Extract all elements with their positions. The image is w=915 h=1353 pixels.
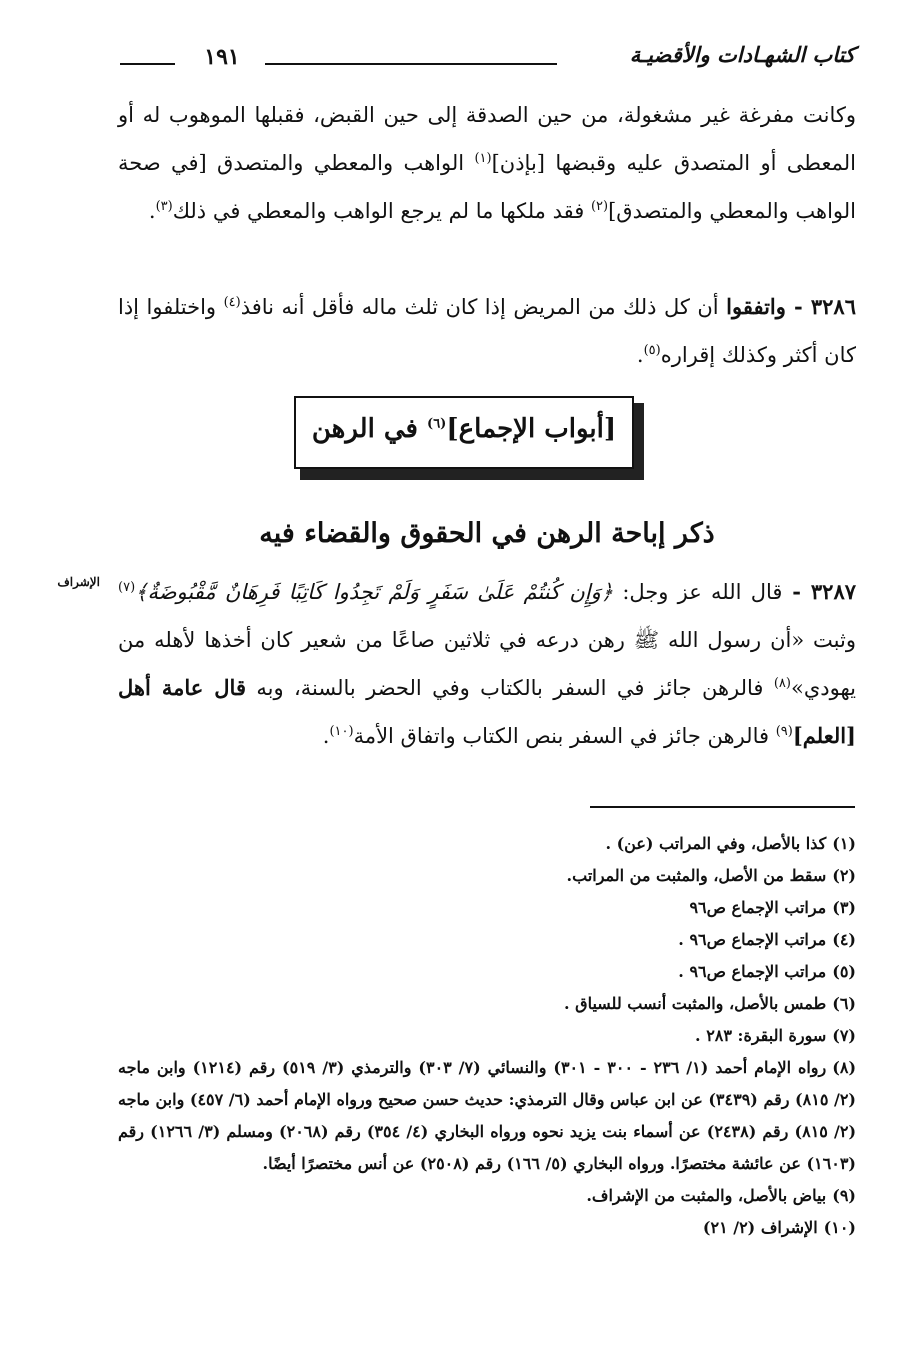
paragraph-3286: [118, 283, 856, 379]
text-run: واختلفوا إذا كان أكثر وكذلك إقراره: [118, 295, 856, 367]
running-header: [115, 38, 855, 78]
paragraph-number: ٣٢٨٦ -: [785, 294, 856, 319]
chapter-heading-text: في الرهن: [311, 414, 428, 444]
footnote-text: طمس بالأصل، والمثبت أنسب للسياق .: [564, 994, 827, 1013]
footnote-text: رواه الإمام أحمد (١/ ٢٣٦ - ٣٠٠ - ٣٠١) والنسائي (٧/ ٣٠٣) والترمذي (٣/ ٥١٩) رقم (١٢١٤) وابن ماجه (٢/ ٨١٥) رقم (٣٤٣٩) عن ابن عباس وقال الترمذي: حديث حسن صحيح ورواه الإمام أحمد (٦/ ٤٥٧) وابن ماجه (٢/ ٨١٥) رقم (٢٤٣٨) عن أسماء بنت يزيد نحوه ورواه البخاري (٤/ ٣٥٤) رقم (٢٠٦٨) ومسلم (٣/ ١٢٦٦) رقم (١٦٠٣) عن عائشة مختصرًا. ورواه البخاري (٥/ ١٦٦) رقم (٢٥٠٨) عن أنس مختصرًا أيضًا.: [118, 1058, 857, 1173]
footnote-number: (٤): [832, 930, 856, 949]
text-run: .: [636, 343, 644, 367]
footnote-number: (٢): [832, 866, 856, 885]
footnote-text: مراتب الإجماع ص٩٦: [689, 898, 827, 917]
footnote-ref[interactable]: (٤): [223, 295, 241, 310]
footnote-number: (٧): [832, 1026, 856, 1045]
footnote-item: [118, 988, 856, 1020]
footnote-number: (١٠): [823, 1218, 856, 1237]
text-run: الواهب والمعطي والمتصدق [في صحة الواهب والمعطي والمتصدق]: [118, 151, 856, 223]
footnote-item: [118, 1052, 856, 1180]
text-run: وثبت «أن رسول الله ﷺ رهن درعه في ثلاثين صاعًا من شعير كان أخذها لأهله من يهودي»: [118, 628, 856, 700]
footnote-text: كذا بالأصل، وفي المراتب (عن) .: [605, 834, 827, 853]
paragraph-3286-text: [118, 283, 856, 379]
footnote-ref[interactable]: (١٠): [329, 724, 354, 739]
footnote-text: سورة البقرة: ٢٨٣ .: [695, 1026, 827, 1045]
footnote-ref[interactable]: (٦): [427, 416, 447, 432]
chapter-box: [294, 396, 634, 469]
footnote-item: [118, 1212, 856, 1244]
footnote-item: [118, 1180, 856, 1212]
footnote-text: بياض بالأصل، والمثبت من الإشراف.: [586, 1186, 827, 1205]
footnote-number: (١): [832, 834, 856, 853]
text-run: أن كل ذلك من المريض إذا كان ثلث ماله فأقل أنه نافذ: [240, 295, 727, 319]
paragraph-gifts-text: [118, 91, 856, 235]
footnote-number: (٣): [832, 898, 856, 917]
footnote-number: (٩): [832, 1186, 856, 1205]
footnote-ref[interactable]: (١): [474, 151, 492, 166]
footnote-text: الإشراف (٢/ ٢١): [702, 1218, 818, 1237]
footnote-number: (٨): [832, 1058, 857, 1077]
text-run: فالرهن جائز في السفر بنص الكتاب واتفاق الأمة: [353, 724, 776, 748]
footnote-ref[interactable]: (٧): [118, 580, 136, 595]
text-run: وكانت مفرغة غير مشغولة، من حين الصدقة إلى حين القبض، فقبلها الموهوب له أو المعطى أو المتصدق عليه وقبضها [بإذن]: [118, 103, 856, 175]
footnote-item: [118, 1020, 856, 1052]
chapter-heading-text: [أبواب الإجماع]: [446, 414, 617, 444]
running-header-title: كتاب الشهـادات والأقضيـة: [629, 42, 855, 67]
footnote-ref[interactable]: (٩): [775, 724, 793, 739]
header-rule: [265, 63, 557, 65]
paragraph-number: ٣٢٨٧ -: [782, 579, 857, 604]
footnote-ref[interactable]: (٢): [590, 199, 609, 214]
footnote-item: [118, 828, 856, 860]
footnote-text: مراتب الإجماع ص٩٦ .: [678, 962, 827, 981]
footnote-item: [118, 924, 856, 956]
paragraph-3287: [118, 568, 856, 760]
footnote-number: (٦): [832, 994, 856, 1013]
footnote-text: سقط من الأصل، والمثبت من المراتب.: [566, 866, 827, 885]
footnote-item: [118, 860, 856, 892]
paragraph-gifts: [118, 91, 856, 235]
text-run: فقد ملكها ما لم يرجع الواهب والمعطي في ذلك: [172, 199, 591, 223]
footnote-item: [118, 892, 856, 924]
chapter-heading: [296, 414, 632, 444]
text-run: .: [148, 199, 156, 223]
text-run: قال الله عز وجل:: [613, 580, 783, 604]
footnote-item: [118, 956, 856, 988]
footnote-ref[interactable]: (٥): [643, 343, 661, 358]
bold-phrase: قال عامة أهل [العلم]: [118, 675, 856, 748]
section-heading: ذكر إباحة الرهن في الحقوق والقضاء فيه: [259, 518, 715, 549]
footnote-separator: [590, 806, 855, 808]
bold-phrase: واتفقوا: [726, 294, 786, 319]
footnotes: [118, 828, 856, 1244]
text-run: فالرهن جائز في السفر بالكتاب وفي الحضر بالسنة، وبه: [245, 676, 774, 700]
footnote-number: (٥): [832, 962, 856, 981]
header-rule-short: [120, 63, 175, 65]
text-run: .: [322, 724, 330, 748]
quran-verse: ﴿وَإِن كُنتُمْ عَلَىٰ سَفَرٍ وَلَمْ تَجِدُوا كَاتِبًا فَرِهَانٌ مَّقْبُوضَةٌ﴾: [135, 580, 614, 604]
margin-source-label: الإشراف: [57, 575, 100, 589]
page-number: ١٩١: [204, 44, 240, 70]
footnote-text: مراتب الإجماع ص٩٦ .: [678, 930, 827, 949]
footnote-ref[interactable]: (٨): [773, 676, 791, 691]
footnote-ref[interactable]: (٣): [155, 199, 173, 214]
paragraph-3287-text: [118, 568, 856, 760]
